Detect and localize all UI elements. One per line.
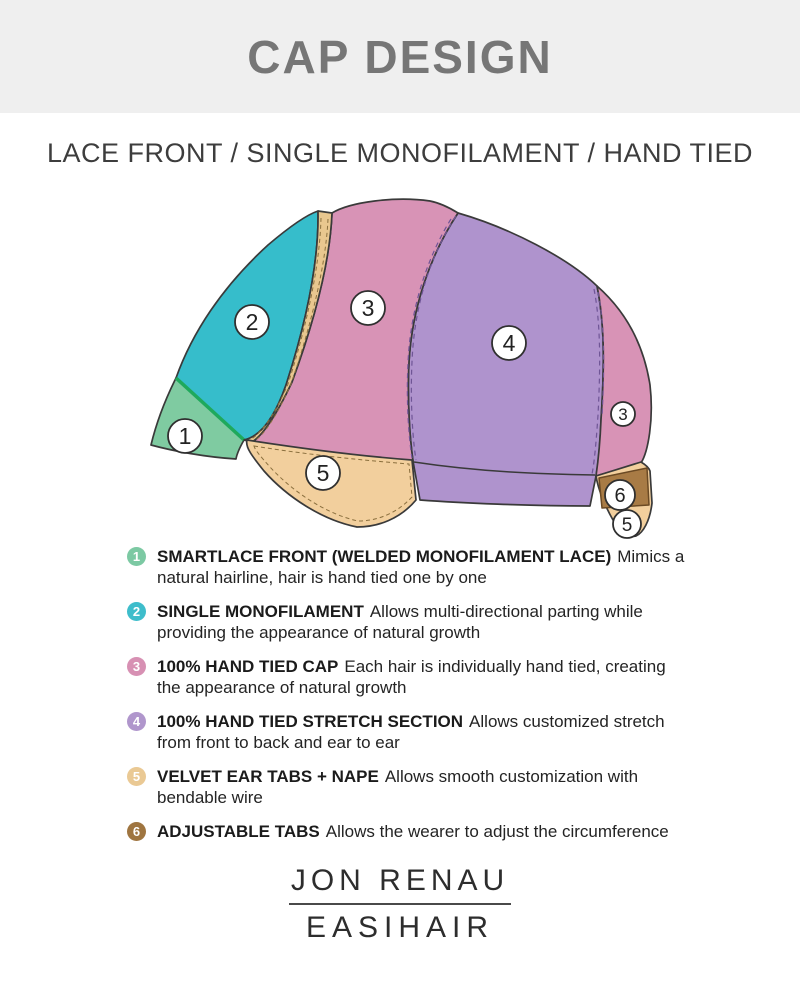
legend-desc-6: Allows the wearer to adjust the circumference xyxy=(325,822,669,841)
legend-bullet-5: 5 xyxy=(127,767,146,786)
region-3-hand-tied-cap-back xyxy=(596,286,651,476)
label-5-nape: 5 xyxy=(316,460,330,486)
label-3-back: 3 xyxy=(618,405,628,424)
legend-title-4: 100% HAND TIED STRETCH SECTION xyxy=(157,712,464,731)
label-5-ear: 5 xyxy=(621,515,633,536)
legend xyxy=(127,546,689,855)
legend-desc-2: Allows multi-directional parting while providing the appearance of natural growth xyxy=(157,602,643,642)
legend-desc-3: Each hair is individually hand tied, creating the appearance of natural growth xyxy=(157,657,666,697)
legend-bullet-1: 1 xyxy=(127,547,146,566)
legend-desc-4: Allows customized stretch from front to back and ear to ear xyxy=(157,712,665,752)
brand-logo xyxy=(0,864,800,945)
legend-item-2 xyxy=(127,601,689,643)
legend-item-5 xyxy=(127,766,689,808)
legend-desc-1: Mimics a natural hairline, hair is hand tied one by one xyxy=(157,547,685,587)
legend-title-3: 100% HAND TIED CAP xyxy=(157,657,339,676)
cap-subtitle: LACE FRONT / SINGLE MONOFILAMENT / HAND TIED xyxy=(46,138,754,168)
legend-bullet-6: 6 xyxy=(127,822,146,841)
legend-bullet-3: 3 xyxy=(127,657,146,676)
legend-item-6 xyxy=(127,821,689,842)
legend-bullet-4: 4 xyxy=(127,712,146,731)
legend-title-2: SINGLE MONOFILAMENT xyxy=(157,602,364,621)
legend-title-1: SMARTLACE FRONT (WELDED MONOFILAMENT LACE) xyxy=(157,547,612,566)
legend-title-5: VELVET EAR TABS + NAPE xyxy=(157,767,379,786)
legend-desc-5: Allows smooth customization with bendable wire xyxy=(157,767,639,807)
label-3-front: 3 xyxy=(361,295,375,321)
legend-item-4 xyxy=(127,711,689,753)
cap-diagram xyxy=(120,190,695,555)
logo-divider xyxy=(289,903,511,905)
label-4: 4 xyxy=(502,330,516,356)
label-1: 1 xyxy=(178,423,192,449)
legend-title-6: ADJUSTABLE TABS xyxy=(157,822,320,841)
label-2: 2 xyxy=(245,309,259,335)
label-6: 6 xyxy=(614,485,626,507)
sub-brand-name: EASIHAIR xyxy=(305,911,495,944)
page-title: CAP DESIGN xyxy=(247,30,553,83)
brand-name: JON RENAU xyxy=(290,864,510,897)
legend-bullet-2: 2 xyxy=(127,602,146,621)
header-band xyxy=(0,0,800,113)
legend-item-1 xyxy=(127,546,689,588)
legend-item-3 xyxy=(127,656,689,698)
